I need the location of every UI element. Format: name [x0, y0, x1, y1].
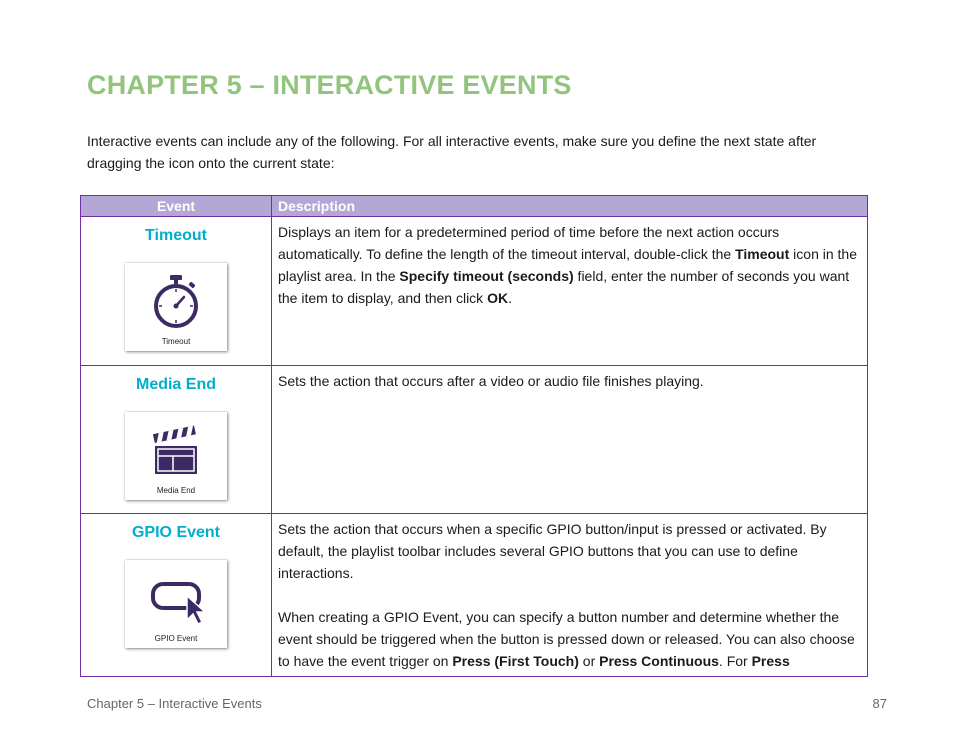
media-end-icon-tile — [125, 412, 227, 500]
table-header-row — [81, 196, 868, 217]
table-row — [81, 217, 868, 366]
timeout-icon-tile — [125, 263, 227, 351]
description-gpio — [278, 518, 859, 672]
header-description: Description — [272, 196, 868, 217]
icon-caption-gpio: GPIO Event — [154, 634, 198, 643]
icon-caption-media-end: Media End — [156, 486, 196, 495]
bold-term: Press Continuous — [599, 653, 719, 669]
bold-term: Timeout — [735, 246, 790, 262]
intro-paragraph: Interactive events can include any of the following. For all interactive events, make sure you define the next state after dragging the icon onto the current state: — [87, 133, 817, 171]
event-name-gpio: GPIO Event — [131, 524, 221, 541]
description-cell-timeout — [272, 217, 868, 366]
clapperboard-icon — [151, 422, 201, 480]
events-table — [80, 195, 868, 677]
description-cell-media-end — [272, 366, 868, 514]
button-press-icon — [151, 570, 207, 628]
description-gpio-paragraph-1: Sets the action that occurs when a specific GPIO button/input is pressed or activated. By default, the playlist toolbar includes several GPIO buttons that you can use to define interactions. — [278, 521, 827, 581]
stopwatch-icon — [151, 273, 201, 331]
footer-page-number: 87 — [872, 696, 887, 711]
event-name-media-end: Media End — [135, 376, 216, 393]
bold-term: Specify timeout (seconds) — [399, 268, 574, 284]
description-gpio-paragraph-2: When creating a GPIO Event, you can specify a button number and determine whether the event should be triggered when the button is pressed down or released. You can also choose to have the event trigger on Press (First Touch) or Press Continuous. For Press — [278, 609, 855, 669]
footer-chapter: Chapter 5 – Interactive Events — [87, 696, 262, 711]
header-event: Event — [81, 196, 272, 217]
description-cell-gpio — [272, 514, 868, 677]
event-cell-media-end — [81, 366, 272, 514]
description-media-end: Sets the action that occurs after a video or audio file finishes playing. — [278, 373, 704, 389]
paragraph-spacer — [278, 584, 859, 606]
table-row — [81, 514, 868, 677]
gpio-icon-tile — [125, 560, 227, 648]
event-name-timeout: Timeout — [145, 227, 207, 244]
bold-term: Press (First Touch) — [452, 653, 579, 669]
bold-term: Press — [751, 653, 790, 669]
bold-term: OK — [487, 290, 509, 306]
chapter-title: CHAPTER 5 – INTERACTIVE EVENTS — [87, 70, 572, 100]
icon-caption-timeout: Timeout — [161, 337, 191, 346]
description-timeout: Displays an item for a predetermined period of time before the next action occurs automatically. To define the length of the timeout interval, double-click the Timeout icon in the playlist area. In the Specify timeout (seconds) field, enter the number of seconds you want the item to display, and then click OK. — [278, 224, 857, 306]
event-cell-timeout — [81, 217, 272, 366]
event-cell-gpio — [81, 514, 272, 677]
table-row — [81, 366, 868, 514]
